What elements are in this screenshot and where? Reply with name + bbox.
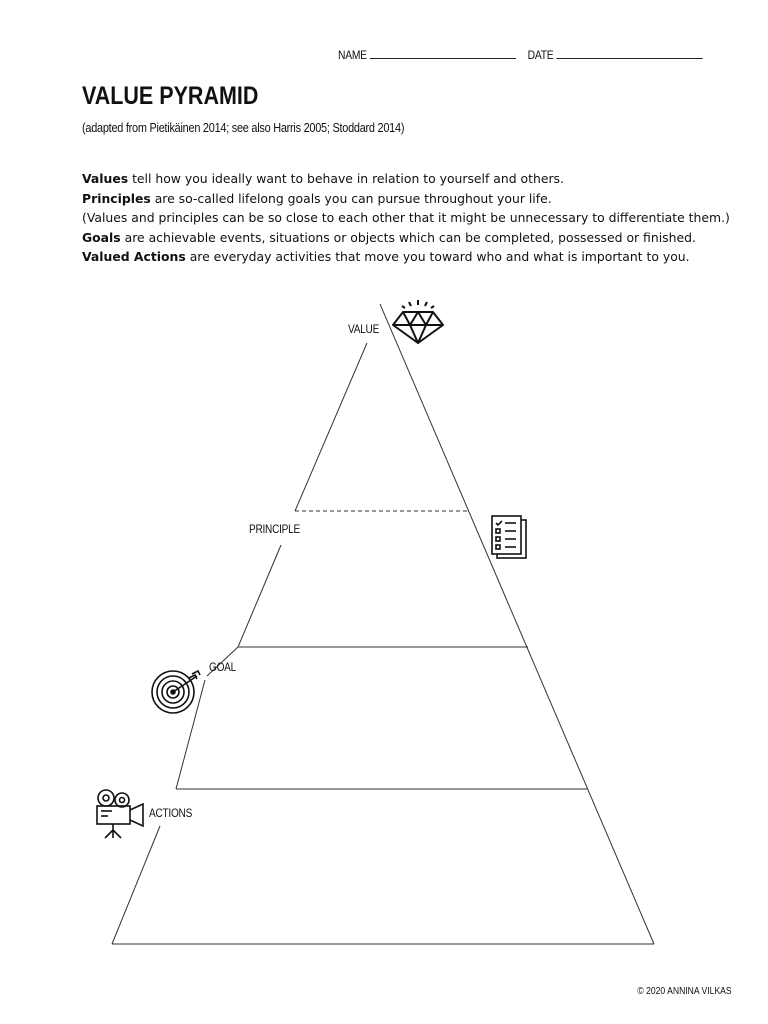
name-label: NAME — [338, 48, 367, 62]
copyright: © 2020 ANNINA VILKAS — [637, 986, 732, 997]
definition-line: (Values and principles can be so close to each other that it might be unnecessary to differentiate them.) — [82, 210, 730, 225]
pyramid-left-edge — [176, 680, 205, 789]
tier-label-goal: GOAL — [209, 660, 237, 674]
pyramid-right-edge — [380, 304, 654, 944]
definition-line: Goals are achievable events, situations or objects which can be completed, possessed or finished. — [82, 229, 696, 245]
tier-label-principle: PRINCIPLE — [249, 522, 300, 536]
definition-line: Values tell how you ideally want to behave in relation to yourself and others. — [82, 171, 564, 186]
tier-label-actions: ACTIONS — [149, 806, 193, 820]
pyramid-left-edge — [295, 343, 367, 511]
definition-line: Principles are so-called lifelong goals you can pursue throughout your life. — [82, 190, 552, 206]
checklist-icon — [492, 516, 526, 558]
pyramid-left-edge — [238, 545, 281, 647]
target-icon — [152, 671, 200, 713]
diamond-icon — [393, 300, 443, 343]
page-title: VALUE PYRAMID — [82, 82, 259, 110]
movie-camera-icon — [97, 790, 143, 838]
pyramid-left-edge — [112, 826, 160, 944]
tier-label-value: VALUE — [348, 322, 380, 336]
date-label: DATE — [527, 48, 554, 62]
page-subtitle: (adapted from Pietikäinen 2014; see also Harris 2005; Stoddard 2014) — [82, 120, 405, 135]
definition-line: Valued Actions are everyday activities that move you toward who and what is important to you. — [82, 249, 690, 264]
